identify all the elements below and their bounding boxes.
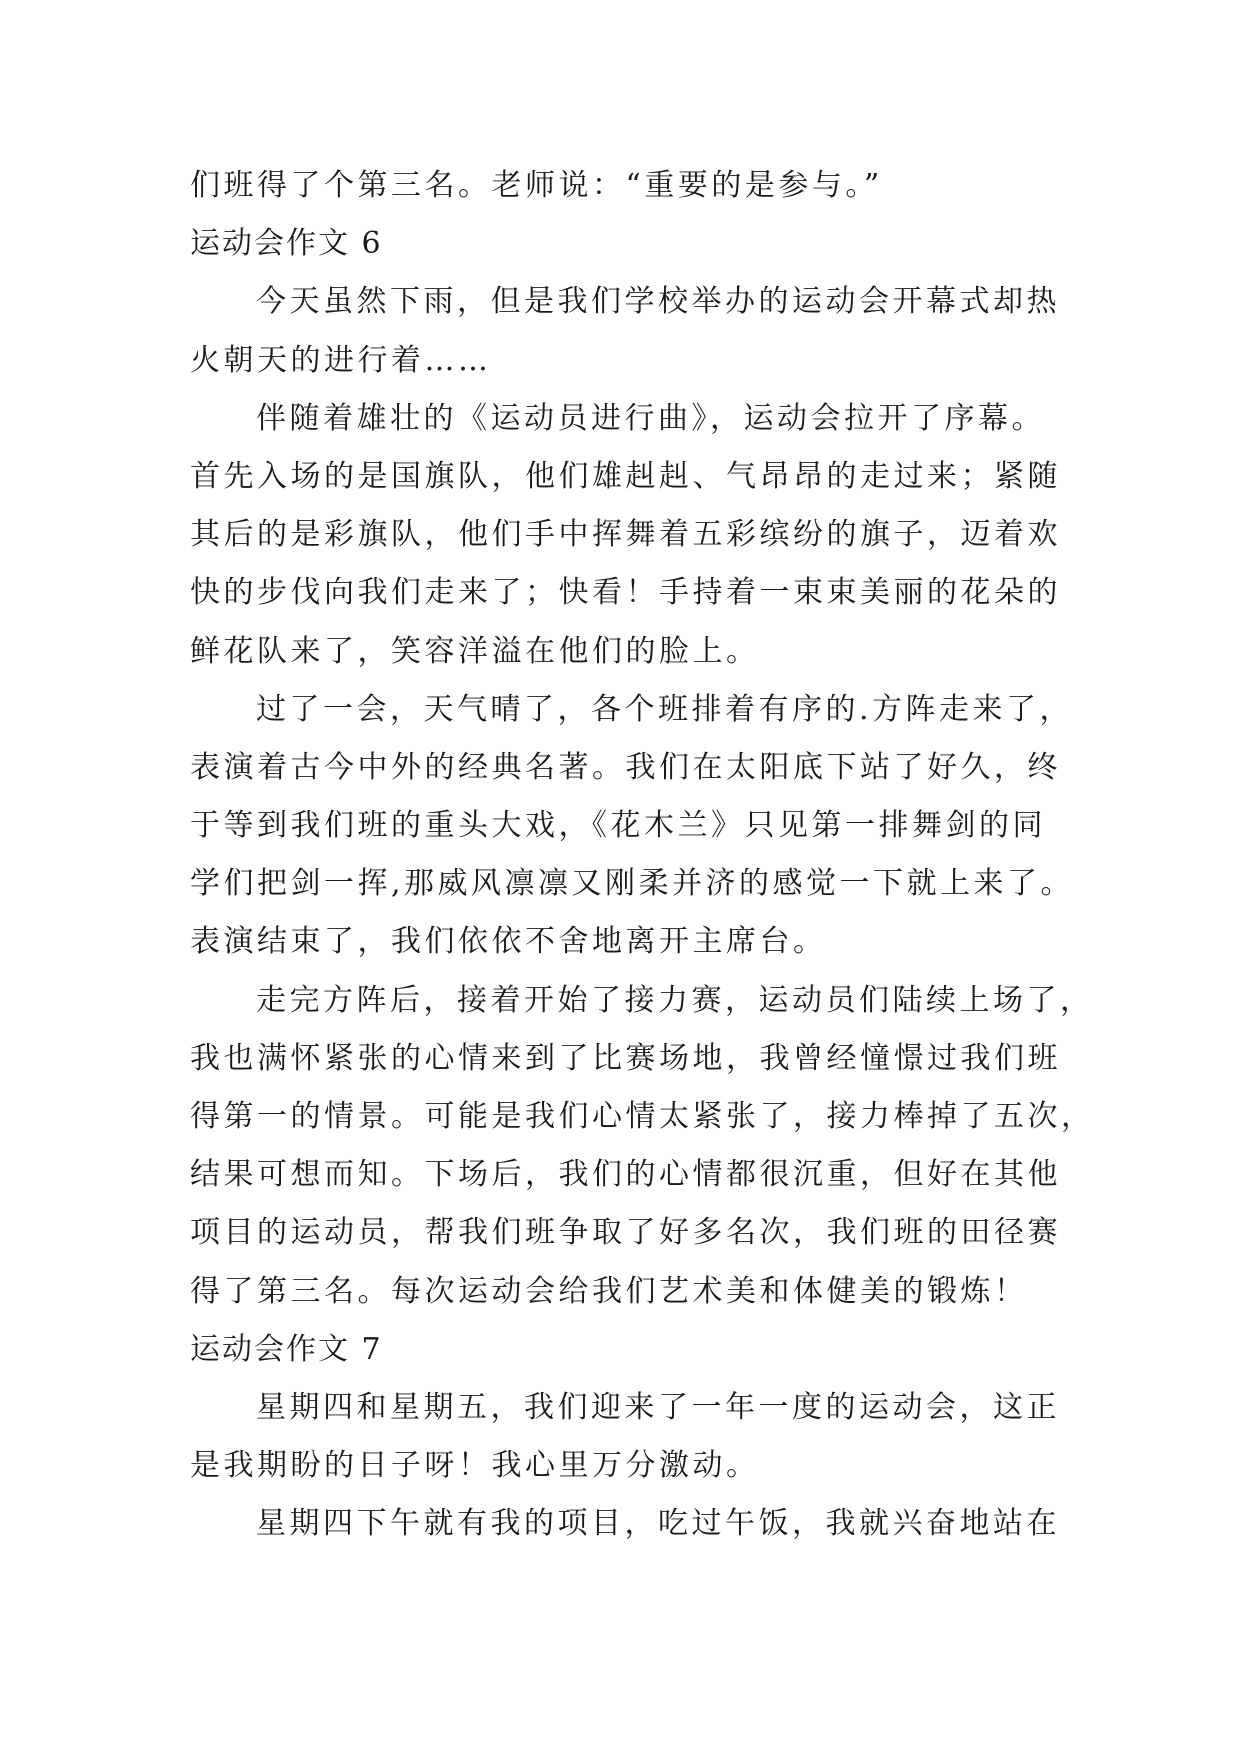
- text-line: 学们把剑一挥,那威风凛凛又刚柔并济的感觉一下就上来了。: [190, 866, 1075, 902]
- text-line: 星期四下午就有我的项目，吃过午饭，我就兴奋地站在: [256, 1506, 1060, 1542]
- text-line: 今天虽然下雨，但是我们学校举办的运动会开幕式却热: [256, 284, 1060, 320]
- section-title: 运动会作文 7: [190, 1331, 383, 1367]
- text-line: 结果可想而知。下场后，我们的心情都很沉重，但好在其他: [190, 1157, 1061, 1193]
- text-line: 火朝天的进行着……: [190, 342, 492, 378]
- text-line: 走完方阵后，接着开始了接力赛，运动员们陆续上场了，: [256, 982, 1094, 1018]
- text-line: 伴随着雄壮的《运动员进行曲》，运动会拉开了序幕。: [256, 400, 1045, 436]
- text-line: 我也满怀紧张的心情来到了比赛场地，我曾经憧憬过我们班: [190, 1040, 1061, 1076]
- text-line: 们班得了个第三名。老师说：“重要的是参与。”: [190, 168, 883, 203]
- text-line: 于等到我们班的重头大戏，《花木兰》只见第一排舞剑的同: [190, 808, 1046, 844]
- document-body: [190, 157, 1095, 1554]
- text-line: 项目的运动员，帮我们班争取了好多名次，我们班的田径赛: [190, 1215, 1061, 1251]
- text-line: 过了一会，天气晴了，各个班排着有序的.方阵走来了，: [256, 691, 1074, 727]
- text-line: 鲜花队来了，笑容洋溢在他们的脸上。: [190, 633, 760, 669]
- text-line: 首先入场的是国旗队，他们雄赳赳、气昂昂的走过来；紧随: [190, 458, 1061, 494]
- text-line: 表演着古今中外的经典名著。我们在太阳底下站了好久，终: [190, 749, 1061, 785]
- text-line: 快的步伐向我们走来了；快看！手持着一束束美丽的花朵的: [190, 575, 1061, 611]
- text-line: 得了第三名。每次运动会给我们艺术美和体健美的锻炼！: [190, 1273, 1028, 1309]
- text-line: 星期四和星期五，我们迎来了一年一度的运动会，这正: [256, 1389, 1060, 1425]
- text-line: 表演结束了，我们依依不舍地离开主席台。: [190, 924, 827, 960]
- text-line: 其后的是彩旗队，他们手中挥舞着五彩缤纷的旗子，迈着欢: [190, 517, 1061, 553]
- section-title: 运动会作文 6: [190, 226, 383, 262]
- text-line: 得第一的情景。可能是我们心情太紧张了，接力棒掉了五次，: [190, 1099, 1095, 1134]
- text-line: 是我期盼的日子呀！我心里万分激动。: [190, 1448, 760, 1484]
